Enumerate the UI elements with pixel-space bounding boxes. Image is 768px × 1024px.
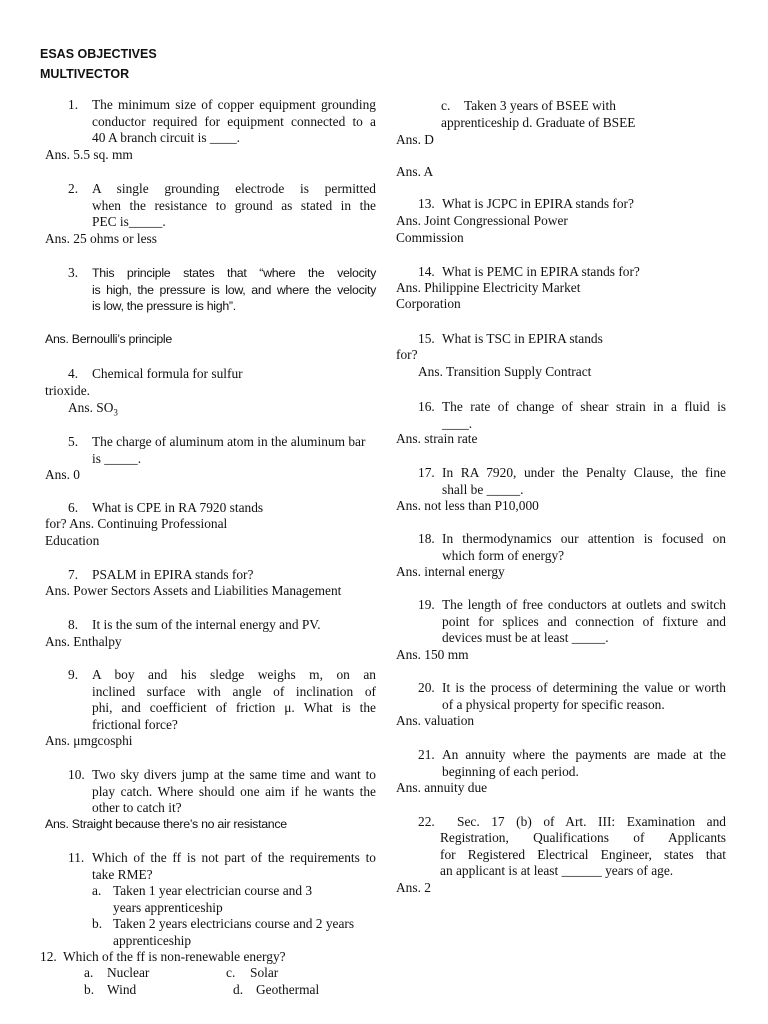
question-21-line: An annuity where the payments are made at the: [442, 747, 726, 762]
option-12c-label: c.: [226, 965, 236, 980]
question-2-line: PEC is_____.: [92, 214, 166, 230]
option-11a-label: a.: [92, 883, 102, 898]
question-11-line: take RME?: [92, 866, 153, 882]
option-11b-label: b.: [92, 916, 103, 931]
question-21-number: 21.: [418, 747, 435, 762]
question-20: [442, 680, 726, 713]
question-3-line: is low, the pressure is high”.: [92, 299, 236, 314]
answer-19: Ans. 150 mm: [396, 647, 469, 662]
answer-22: Ans. 2: [396, 880, 431, 895]
question-19-number: 19.: [418, 597, 435, 612]
question-17-number: 17.: [418, 465, 435, 480]
question-5: [92, 434, 376, 467]
question-16-number: 16.: [418, 399, 435, 414]
question-18: [442, 531, 726, 564]
question-19-line: devices must be at least _____.: [442, 630, 609, 646]
answer-13-line: Commission: [396, 230, 464, 245]
answer-14-line: Corporation: [396, 296, 461, 311]
answer-21: Ans. annuity due: [396, 780, 488, 795]
answer-5: Ans. 0: [45, 467, 80, 482]
question-19-line: The length of free conductors at outlets and switch: [442, 597, 726, 612]
question-17-line: In RA 7920, under the Penalty Clause, the fine: [442, 465, 726, 480]
question-16: [442, 399, 726, 432]
answer-4-text: Ans. SO: [68, 400, 114, 415]
question-14-number: 14.: [418, 264, 435, 279]
question-15-line: What is TSC in EPIRA stands: [442, 331, 603, 346]
question-10-number: 10.: [68, 767, 85, 782]
question-2-number: 2.: [68, 181, 79, 196]
answer-11: Ans. D: [396, 132, 434, 147]
question-18-number: 18.: [418, 531, 435, 546]
question-17: [442, 465, 726, 498]
question-15-line: for?: [396, 347, 418, 362]
question-3-line: is high, the pressure is low, and where the velocity: [92, 282, 376, 297]
question-10-line: play catch. Where should one aim if he wants the: [92, 783, 376, 799]
question-21: [442, 747, 726, 780]
question-13-line: What is JCPC in EPIRA stands for?: [442, 196, 634, 211]
header-title: ESAS OBJECTIVES: [40, 47, 157, 61]
question-22-line: an applicant is at least ______ years of age.: [440, 863, 674, 879]
question-22-line: Sec. 17 (b) of Art. III: Examination and: [457, 814, 726, 829]
question-9-line: inclined surface with angle of inclination of: [92, 683, 376, 699]
question-6-line: for? Ans. Continuing Professional: [45, 516, 228, 531]
answer-17: Ans. not less than P10,000: [396, 498, 539, 513]
question-19-line: point for splices and connection of fixture and: [442, 613, 726, 629]
answer-9: Ans. μmgcosphi: [45, 733, 133, 748]
question-4-line: trioxide.: [45, 383, 90, 398]
question-3: [92, 265, 376, 315]
answer-8: Ans. Enthalpy: [45, 634, 122, 649]
option-12a: Nuclear: [107, 965, 150, 980]
answer-7: Ans. Power Sectors Assets and Liabilities Management: [45, 583, 342, 598]
option-11c-line: Taken 3 years of BSEE with: [464, 98, 616, 113]
question-14-line: What is PEMC in EPIRA stands for?: [442, 264, 640, 279]
question-13-number: 13.: [418, 196, 435, 211]
question-15-number: 15.: [418, 331, 435, 346]
question-6-number: 6.: [68, 500, 79, 515]
answer-14-line: Ans. Philippine Electricity Market: [396, 280, 581, 295]
question-22-line: for Registered Electrical Engineer, states that: [440, 846, 726, 862]
question-9: [92, 667, 376, 733]
question-5-line: is _____.: [92, 450, 142, 466]
question-18-line: which form of energy?: [442, 547, 565, 563]
question-20-number: 20.: [418, 680, 435, 695]
question-10-line: other to catch it?: [92, 800, 182, 816]
question-22-line: Registration, Qualifications of Applicants: [440, 830, 726, 845]
option-11b: [113, 916, 354, 949]
option-12b: Wind: [107, 982, 137, 997]
question-22-line-first: [457, 814, 726, 831]
option-11a: [113, 883, 312, 916]
answer-3: Ans. Bernoulli’s principle: [45, 332, 172, 346]
option-11a-line: years apprenticeship: [113, 899, 223, 915]
question-7-number: 7.: [68, 567, 79, 582]
question-9-line: frictional force?: [92, 716, 178, 732]
option-11a-line: Taken 1 year electrician course and 3: [113, 883, 313, 898]
answer-1: Ans. 5.5 sq. mm: [45, 147, 133, 162]
question-1-line: The minimum size of copper equipment grounding: [92, 97, 376, 112]
question-1-line: 40 A branch circuit is ____.: [92, 130, 241, 146]
question-3-number: 3.: [68, 265, 79, 280]
question-11-number: 11.: [68, 850, 85, 865]
question-8-number: 8.: [68, 617, 79, 632]
question-17-line: shall be _____.: [442, 481, 524, 497]
answer-2: Ans. 25 ohms or less: [45, 231, 157, 246]
option-12b-label: b.: [84, 982, 95, 997]
option-12c: Solar: [250, 965, 279, 980]
question-18-line: In thermodynamics our attention is focused on: [442, 531, 726, 546]
question-20-line: It is the process of determining the value or worth: [442, 680, 726, 695]
option-12d: Geothermal: [256, 982, 320, 997]
question-6-line: Education: [45, 533, 100, 548]
question-21-line: beginning of each period.: [442, 763, 579, 779]
answer-4-subscript: 3: [113, 407, 118, 418]
question-8-line: It is the sum of the internal energy and PV.: [92, 617, 321, 632]
question-6-line: What is CPE in RA 7920 stands: [92, 500, 264, 515]
question-9-number: 9.: [68, 667, 79, 682]
question-2-line: when the resistance to ground as stated in the: [92, 197, 376, 213]
answer-12: Ans. A: [396, 164, 434, 179]
question-22-number: 22.: [418, 814, 435, 829]
question-12-number: 12.: [40, 949, 57, 964]
question-11-line: Which of the ff is not part of the requirements to: [92, 850, 376, 865]
question-2: [92, 181, 376, 231]
question-12-line: Which of the ff is non-renewable energy?: [63, 949, 286, 964]
question-2-line: A single grounding electrode is permitted: [92, 181, 376, 196]
question-19: [442, 597, 726, 647]
question-9-line: phi, and coefficient of friction μ. What is the: [92, 700, 376, 716]
question-10: [92, 767, 376, 817]
question-4-number: 4.: [68, 366, 79, 381]
option-11c-line: apprenticeship d. Graduate of BSEE: [441, 115, 636, 130]
question-1-number: 1.: [68, 97, 79, 112]
document-header: [40, 44, 157, 84]
answer-15: Ans. Transition Supply Contract: [418, 364, 592, 379]
question-11: [92, 850, 376, 883]
question-1-line: conductor required for equipment connected to a: [92, 113, 376, 129]
question-1: [92, 97, 376, 147]
question-7-line: PSALM in EPIRA stands for?: [92, 567, 254, 582]
question-5-line: The charge of aluminum atom in the aluminum bar: [92, 434, 366, 449]
question-5-number: 5.: [68, 434, 79, 449]
answer-16: Ans. strain rate: [396, 431, 478, 446]
option-11b-line: apprenticeship: [113, 932, 192, 948]
question-22: [440, 830, 726, 880]
question-4-line: Chemical formula for sulfur: [92, 366, 243, 381]
header-subtitle: MULTIVECTOR: [40, 67, 130, 81]
question-16-line: The rate of change of shear strain in a fluid is: [442, 399, 726, 414]
answer-4: [68, 400, 118, 417]
question-3-line: This principle states that “where the velocity: [92, 266, 376, 280]
question-16-line: ____.: [442, 415, 473, 431]
question-9-line: A boy and his sledge weighs m, on an: [92, 667, 376, 682]
answer-20: Ans. valuation: [396, 713, 475, 728]
question-20-line: of a physical property for specific reason.: [442, 696, 665, 712]
option-12d-label: d.: [233, 982, 244, 997]
question-10-line: Two sky divers jump at the same time and want to: [92, 767, 376, 782]
option-11c-label: c.: [441, 98, 451, 113]
answer-10: Ans. Straight because there’s no air resistance: [45, 817, 287, 831]
option-12a-label: a.: [84, 965, 94, 980]
answer-18: Ans. internal energy: [396, 564, 505, 579]
option-11b-line: Taken 2 years electricians course and 2 years: [113, 916, 355, 931]
answer-13-line: Ans. Joint Congressional Power: [396, 213, 568, 228]
